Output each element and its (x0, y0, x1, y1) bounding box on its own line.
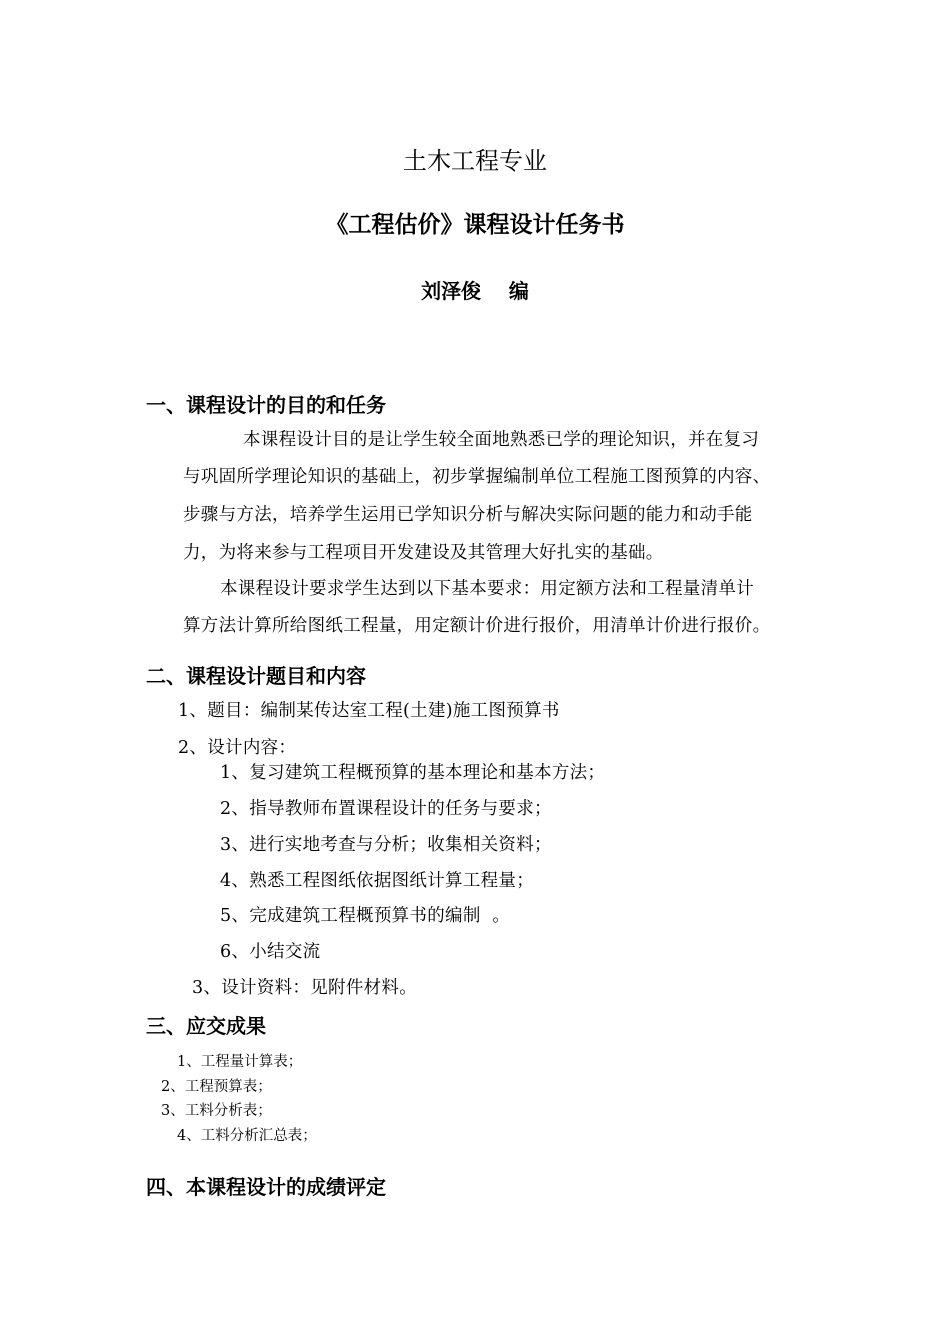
content-subitem: 2、指导教师布置课程设计的任务与要求； (220, 799, 552, 819)
section-heading-4: 四、本课程设计的成绩评定 (146, 1175, 386, 1199)
paragraph-1-line-1: 本课程设计目的是让学生较全面地熟悉已学的理论知识，并在复习 (243, 430, 760, 450)
content-subitem: 6、小结交流 (220, 942, 321, 962)
paragraph-1-line-2: 与巩固所学理论知识的基础上，初步掌握编制单位工程施工图预算的内容、 (183, 467, 771, 487)
paragraph-2-line-1: 本课程设计要求学生达到以下基本要求：用定额方法和工程量清单计 (220, 579, 754, 599)
deliverable-item: 3、工料分析表； (161, 1103, 272, 1119)
document-title: 《工程估价》课程设计任务书 (325, 212, 625, 238)
major-title: 土木工程专业 (403, 147, 547, 175)
paragraph-1-line-3: 步骤与方法，培养学生运用已学知识分析与解决实际问题的能力和动手能 (183, 505, 753, 525)
paragraph-1-line-4: 力，为将来参与工程项目开发建设及其管理大好扎实的基础。 (183, 543, 664, 563)
paragraph-2-line-2: 算方法计算所给图纸工程量，用定额计价进行报价，用清单计价进行报价。 (183, 616, 771, 636)
deliverable-item: 1、工程量计算表； (177, 1054, 303, 1070)
deliverable-item: 2、工程预算表； (161, 1079, 272, 1095)
section-heading-3: 三、应交成果 (146, 1014, 266, 1038)
materials-item: 3、设计资料：见附件材料。 (192, 978, 418, 998)
content-subitem: 4、熟悉工程图纸依据图纸计算工程量； (220, 871, 535, 891)
deliverable-item: 4、工料分析汇总表； (177, 1128, 317, 1144)
content-subitem: 5、完成建筑工程概预算书的编制 。 (220, 906, 511, 926)
content-item: 2、设计内容： (178, 738, 297, 758)
section-heading-1: 一、课程设计的目的和任务 (146, 393, 386, 417)
section-heading-2: 二、课程设计题目和内容 (146, 664, 366, 688)
content-subitem: 1、复习建筑工程概预算的基本理论和基本方法； (220, 763, 606, 783)
content-subitem: 3、进行实地考查与分析；收集相关资料； (220, 835, 552, 855)
topic-item: 1、题目：编制某传达室工程(土建)施工图预算书 (178, 701, 560, 721)
author-line: 刘泽俊 编 (421, 279, 529, 303)
